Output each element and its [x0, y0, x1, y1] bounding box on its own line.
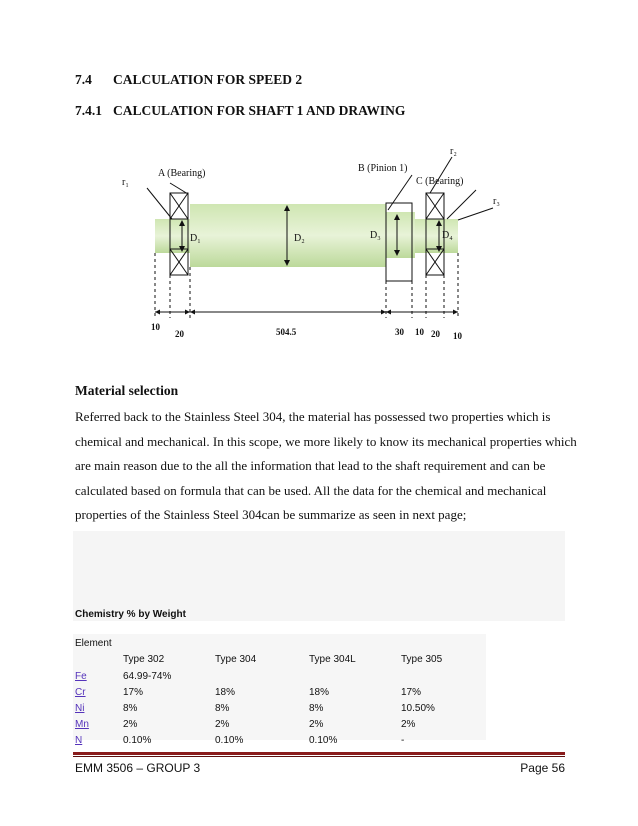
table-cell: 64.99-74%	[123, 671, 172, 682]
heading-title: CALCULATION FOR SPEED 2	[113, 72, 303, 87]
heading-number: 7.4	[75, 72, 92, 87]
heading-7-4-1	[0, 103, 638, 121]
shaft-section-pinion	[386, 212, 415, 258]
table-cell: 0.10%	[123, 735, 152, 746]
element-header: Element	[75, 638, 112, 649]
column-header: Type 304L	[309, 654, 356, 665]
element-link-ni[interactable]: Ni	[75, 703, 85, 714]
table-cell: 8%	[215, 703, 230, 714]
table-cell: 18%	[309, 687, 330, 698]
section-paragraph	[75, 405, 577, 528]
dim-label: 30	[395, 327, 404, 337]
paragraph-line: properties of the Stainless Steel 304can be summarize as seen in next page;	[75, 507, 467, 522]
dim-label: 504.5	[276, 327, 297, 337]
dim-label: 10	[453, 331, 462, 341]
paragraph-line: Referred back to the Stainless Steel 304, the material has possessed two properties which is	[75, 409, 551, 424]
embedded-web-panel	[73, 531, 565, 621]
label-bearing-c: C (Bearing)	[416, 176, 464, 187]
table-cell: -	[401, 735, 405, 746]
table-cell: 2%	[123, 719, 138, 730]
label-r3: r₃	[493, 196, 500, 207]
element-link-cr[interactable]: Cr	[75, 687, 86, 698]
element-link-fe[interactable]: Fe	[75, 671, 87, 682]
paragraph-line: calculated based on formula that can be used. All the data for the chemical and mechanical	[75, 482, 547, 498]
label-r1: r₁	[122, 177, 129, 188]
chemistry-table	[73, 634, 486, 746]
table-cell: 8%	[123, 703, 138, 714]
element-link-mn[interactable]: Mn	[75, 719, 89, 730]
footer-left: EMM 3506 – GROUP 3	[75, 761, 201, 775]
column-header: Type 304	[215, 654, 257, 665]
table-cell: 2%	[309, 719, 324, 730]
chemistry-title: Chemistry % by Weight	[75, 609, 186, 620]
section-title: Material selection	[75, 383, 179, 398]
paragraph-line: chemical and mechanical. In this scope, we more likely to know its mechanical properties which	[75, 433, 577, 449]
table-cell: 10.50%	[401, 703, 435, 714]
label-d4: D₄	[442, 230, 453, 241]
label-d2: D₂	[294, 233, 305, 244]
shaft-section-main	[190, 204, 386, 267]
footer-rule-thick	[73, 752, 565, 755]
element-link-n[interactable]: N	[75, 735, 83, 746]
heading-7-4	[0, 72, 638, 90]
table-cell: 8%	[309, 703, 324, 714]
paragraph-line: are main reason due to the all the information that lead to the shaft requirement and can be	[75, 458, 546, 473]
label-pinion-b: B (Pinion 1)	[358, 163, 408, 174]
heading-title: CALCULATION FOR SHAFT 1 AND DRAWING	[113, 103, 406, 118]
column-header: Type 302	[123, 654, 165, 665]
table-cell: 17%	[123, 687, 144, 698]
table-cell: 2%	[401, 719, 416, 730]
label-d1: D₁	[190, 233, 201, 244]
column-header: Type 305	[401, 654, 443, 665]
table-cell: 0.10%	[309, 735, 338, 746]
table-cell: 18%	[215, 687, 236, 698]
shaft-diagram	[100, 140, 520, 355]
label-d3: D₃	[370, 230, 381, 241]
label-bearing-a: A (Bearing)	[158, 168, 206, 179]
dim-label: 20	[175, 329, 184, 339]
footer-page-number: Page 56	[520, 761, 565, 775]
dim-label: 10	[151, 322, 160, 332]
table-cell: 0.10%	[215, 735, 244, 746]
table-cell: 2%	[215, 719, 230, 730]
dim-label: 20	[431, 329, 440, 339]
footer-rule-thin	[73, 756, 565, 757]
dim-label: 10	[415, 327, 424, 337]
heading-number: 7.4.1	[75, 103, 102, 118]
shaft-section-left	[155, 219, 190, 253]
label-r2: r₂	[450, 146, 457, 157]
table-cell: 17%	[401, 687, 422, 698]
